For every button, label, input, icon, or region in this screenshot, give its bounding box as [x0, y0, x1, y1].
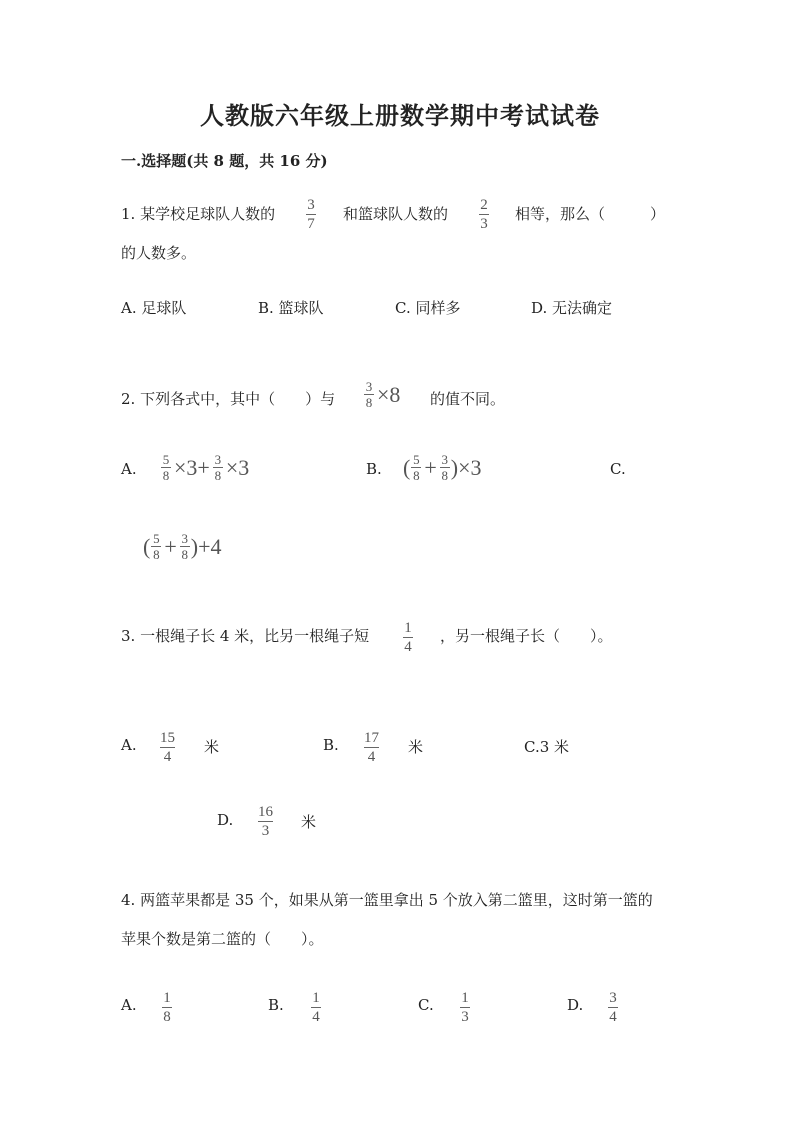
section-heading: 一.选择题(共 8 题，共 16 分) [121, 152, 328, 170]
q2-option-b-label[interactable]: B. [366, 460, 382, 478]
q4-option-b-label[interactable]: B. [268, 996, 284, 1014]
q1-text-before: 1. 某学校足球队人数的 [121, 205, 276, 223]
q3-option-a-unit: 米 [204, 738, 220, 756]
numerator: 2 [480, 197, 488, 213]
q3-option-b-fraction[interactable]: 17 4 [364, 730, 379, 765]
fraction: $\frac{5}{8}$ [153, 531, 160, 562]
fraction: $\frac{5}{8}$ [413, 452, 420, 483]
page-title: 人教版六年级上册数学期中考试试卷 [200, 101, 600, 130]
q4-option-c-fraction[interactable]: 1 3 [461, 990, 469, 1025]
q3-option-a-fraction[interactable]: 15 4 [160, 730, 175, 765]
fraction: $\frac{3}{8}$ [181, 531, 188, 562]
q1-text-middle: 和篮球队人数的 [343, 205, 449, 223]
q1-fraction-2 [479, 197, 489, 232]
q3-text-after: ，另一根绳子长（ ）。 [440, 627, 613, 645]
q2-option-b-expression[interactable]: ( $\frac{5}{8}$ + $\frac{3}{8}$ )×3 [403, 452, 482, 483]
q3-option-b-label[interactable]: B. [323, 736, 339, 754]
q4-option-a-fraction[interactable]: 1 8 [163, 990, 171, 1025]
q1-option-a[interactable]: A. 足球队 [121, 299, 187, 317]
q2-option-a-label[interactable]: A. [121, 460, 137, 478]
q4-option-d-label[interactable]: D. [567, 996, 584, 1014]
q3-option-d-unit: 米 [301, 813, 317, 831]
fraction: $\frac{5}{8}$ [162, 452, 170, 483]
q4-option-b-fraction[interactable]: 1 4 [312, 990, 320, 1025]
q2-text-after: 的值不同。 [430, 390, 506, 408]
denominator: 3 [480, 216, 488, 232]
q3-option-a-label[interactable]: A. [121, 736, 137, 754]
q1-option-b[interactable]: B. 篮球队 [258, 299, 324, 317]
q2-option-a-expression[interactable]: $\frac{5}{8}$ ×3+ $\frac{3}{8}$ ×3 [162, 452, 250, 483]
q2-expression [363, 380, 402, 409]
q3-option-b-unit: 米 [408, 738, 424, 756]
fraction: $\frac{3}{8}$ [441, 452, 448, 483]
q1-option-d[interactable]: D. 无法确定 [531, 299, 613, 317]
q3-option-d-fraction[interactable]: 16 3 [258, 804, 273, 839]
q4-option-d-fraction[interactable]: 3 4 [609, 990, 617, 1025]
q3-fraction: 1 4 [404, 620, 412, 655]
fraction: $\frac{3}{8}$ [214, 452, 222, 483]
q3-text-before: 3. 一根绳子长 4 米，比另一根绳子短 [121, 627, 370, 645]
q2-expression-rest: ×8 [377, 381, 401, 407]
q4-option-c-label[interactable]: C. [418, 996, 434, 1014]
q2-text-before: 2. 下列各式中，其中（ ）与 [121, 390, 336, 408]
q1-text-after: 相等，那么（ ） [515, 205, 666, 223]
q2-option-c-label[interactable]: C. [610, 460, 626, 478]
q2-option-c-expression[interactable]: ( $\frac{5}{8}$ + $\frac{3}{8}$ )+4 [143, 531, 222, 562]
q4-option-a-label[interactable]: A. [121, 996, 137, 1014]
q4-text-line1: 4. 两篮苹果都是 35 个，如果从第一篮里拿出 5 个放入第二篮里，这时第一篮的 [121, 891, 653, 909]
q1-text-line2: 的人数多。 [121, 244, 197, 262]
q1-option-c[interactable]: C. 同样多 [395, 299, 461, 317]
denominator: 7 [307, 216, 315, 232]
q1-fraction-1 [306, 197, 316, 232]
q3-option-d-label[interactable]: D. [217, 811, 234, 829]
q4-text-line2: 苹果个数是第二篮的（ ）。 [121, 930, 324, 948]
q3-option-c[interactable]: C.3 米 [524, 738, 570, 756]
q2-expression-fraction: $\frac{3}{8}$ [365, 379, 373, 410]
numerator: 3 [307, 197, 315, 213]
